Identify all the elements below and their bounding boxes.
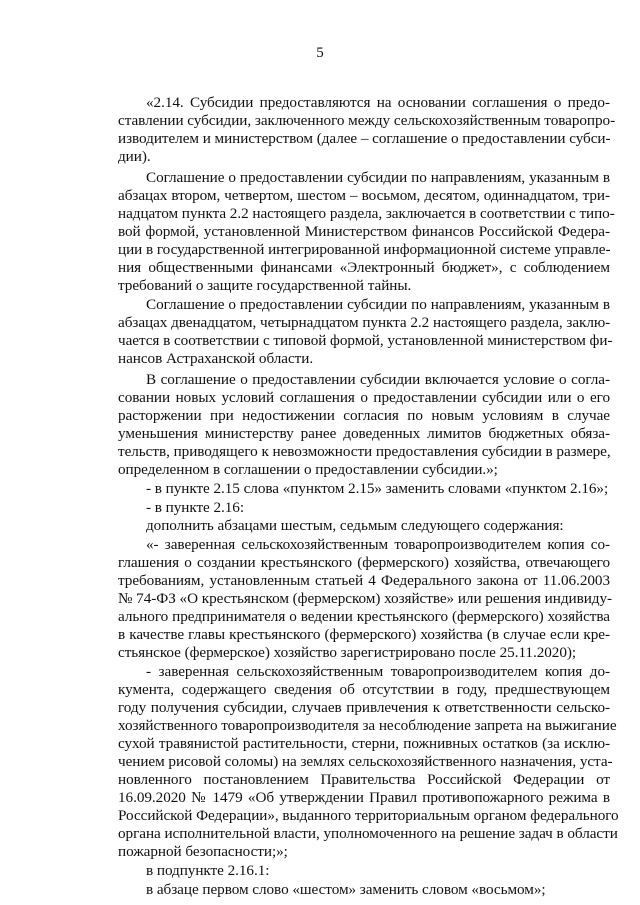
text-line: - в пункте 2.16: bbox=[146, 499, 245, 516]
text-line: ального предпринимателя о ведении крестьянского (фермерского) хозяйства bbox=[118, 608, 610, 625]
text-line: совании новых условий соглашения о предоставлении субсидии или о его bbox=[118, 389, 610, 406]
text-line: пожарной безопасности;»; bbox=[118, 843, 288, 860]
text-line: тельств, приводящего к невозможности предоставления субсидии в размере, bbox=[118, 443, 611, 460]
text-line: 16.09.2020 № 1479 «Об утверждении Правил противопожарного режима в bbox=[118, 789, 610, 806]
text-line: Соглашение о предоставлении субсидии по направлениям, указанным в bbox=[146, 169, 610, 186]
text-line: расторжении при недостижении согласия по новым условиям в случае bbox=[118, 407, 610, 424]
text-line: кумента, содержащего сведения об отсутствии в году, предшествующем bbox=[118, 681, 610, 698]
text-line: абзацах втором, четвертом, шестом – восьмом, десятом, одиннадцатом, три- bbox=[118, 187, 610, 204]
text-line: надцатом пункта 2.2 настоящего раздела, заключается в соответствии с типо- bbox=[118, 205, 615, 222]
text-line: стьянское (фермерское) хозяйство зарегистрировано после 25.11.2020); bbox=[118, 644, 577, 661]
text-line: определенном в соглашении о предоставлении субсидии.»; bbox=[118, 461, 498, 478]
page-number: 5 bbox=[316, 45, 324, 61]
text-line: «2.14. Субсидии предоставляются на основании соглашения о предо- bbox=[146, 94, 610, 111]
text-line: Соглашение о предоставлении субсидии по направлениям, указанным в bbox=[146, 296, 610, 313]
text-line: сухой травянистой растительности, стерни, пожнивных остатков (за исклю- bbox=[118, 735, 610, 752]
text-line: - заверенная сельскохозяйственным товаропроизводителем копия до- bbox=[146, 663, 610, 680]
text-line: В соглашение о предоставлении субсидии включается условие о согла- bbox=[146, 371, 610, 388]
text-line: новленного постановлением Правительства Российской Федерации от bbox=[118, 771, 610, 788]
text-line: в абзаце первом слово «шестом» заменить словом «восьмом»; bbox=[146, 881, 546, 898]
text-line: глашения о создании крестьянского (фермерского) хозяйства, отвечающего bbox=[118, 554, 610, 571]
text-line: дополнить абзацами шестым, седьмым следующего содержания: bbox=[146, 517, 564, 534]
text-line: требованиям, установленным статьей 4 Федерального закона от 11.06.2003 bbox=[118, 572, 610, 589]
text-line: «- заверенная сельскохозяйственным товаропроизводителем копия со- bbox=[146, 536, 610, 553]
text-line: чением рисовой соломы) на землях сельскохозяйственного назначения, уста- bbox=[118, 753, 613, 770]
text-line: уменьшения министерству ранее доведенных лимитов бюджетных обяза- bbox=[118, 425, 610, 442]
text-line: дии). bbox=[118, 148, 151, 165]
text-line: в подпункте 2.16.1: bbox=[146, 862, 270, 879]
text-line: ставлении субсидии, заключенного между сельскохозяйственным товаропро- bbox=[118, 112, 616, 129]
text-line: требований о защите государственной тайны. bbox=[118, 277, 412, 294]
text-line: Российской Федерации», выданного территориальным органом федерального bbox=[118, 807, 619, 824]
text-line: нансов Астраханской области. bbox=[118, 350, 314, 367]
text-line: году получения субсидии, случаев привлечения к ответственности сельско- bbox=[118, 699, 610, 716]
text-line: ния общественными финансами «Электронный бюджет», с соблюдением bbox=[118, 259, 610, 276]
text-line: - в пункте 2.15 слова «пунктом 2.15» заменить словами «пунктом 2.16»; bbox=[146, 480, 609, 497]
text-line: изводителем и министерством (далее – соглашение о предоставлении субси- bbox=[118, 130, 611, 147]
text-line: в качестве главы крестьянского (фермерского) хозяйства (в случае если кре- bbox=[118, 626, 610, 643]
text-line: № 74-ФЗ «О крестьянском (фермерском) хозяйстве» или решения индивиду- bbox=[118, 590, 613, 607]
text-line: абзацах двенадцатом, четырнадцатом пункта 2.2 настоящего раздела, заклю- bbox=[118, 314, 611, 331]
text-line: органа исполнительной власти, уполномоченного на решение задач в области bbox=[118, 825, 618, 842]
text-line: чается в соответствии с типовой формой, установленной министерством фи- bbox=[118, 332, 613, 349]
text-line: хозяйственного товаропроизводителя за несоблюдение запрета на выжигание bbox=[118, 717, 617, 734]
text-line: ции в государственной интегрированной информационной системе управле- bbox=[118, 241, 611, 258]
text-line: вой формой, установленной Министерством финансов Российской Федера- bbox=[118, 223, 610, 240]
